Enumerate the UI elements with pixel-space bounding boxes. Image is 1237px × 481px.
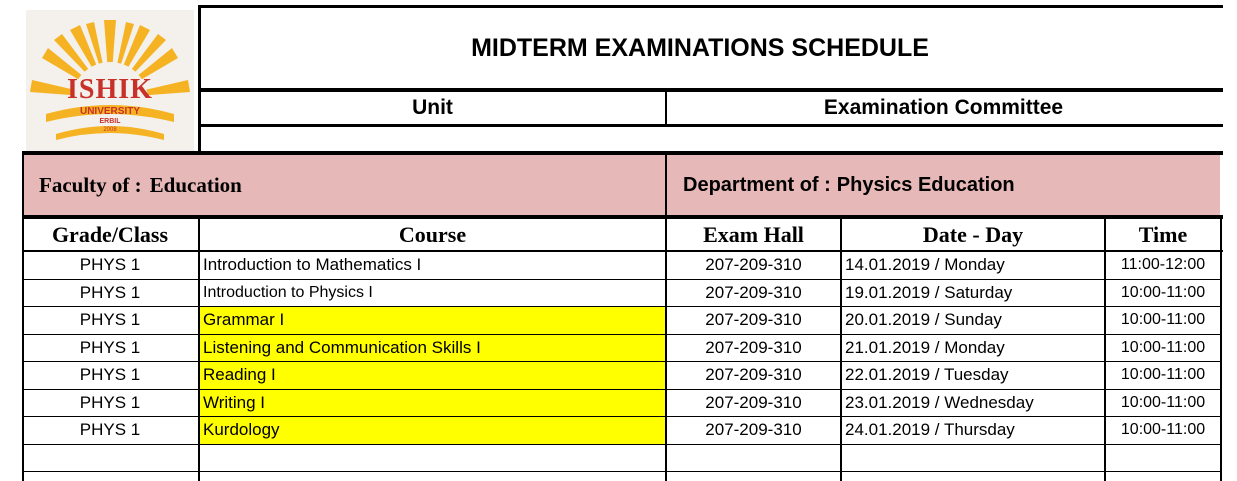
grid-vertical-line — [198, 5, 201, 155]
grid-horizontal-line — [22, 361, 1222, 362]
column-header-hall: Exam Hall — [703, 222, 804, 247]
cell-course: Kurdology — [200, 417, 665, 444]
grid-horizontal-line — [22, 279, 1222, 280]
cell-date: 19.01.2019 / Saturday — [845, 282, 1013, 302]
department-cell — [680, 155, 1200, 215]
cell-date: 22.01.2019 / Tuesday — [845, 365, 1009, 385]
grid-horizontal-line — [22, 389, 1222, 390]
logo-name: ISHIK — [67, 74, 153, 105]
cell-course: Writing I — [200, 390, 665, 417]
faculty-cell — [36, 155, 656, 215]
cell-time: 10:00-11:00 — [1120, 311, 1206, 329]
faculty-label: Faculty of : — [39, 172, 142, 197]
department-value: Physics Education — [836, 173, 1015, 196]
column-header-course: Course — [398, 222, 467, 247]
university-logo — [26, 10, 194, 158]
grid-vertical-line — [1104, 219, 1106, 481]
column-header-date: Date - Day — [922, 222, 1024, 247]
grid-vertical-line — [1220, 219, 1222, 481]
cell-course: Reading I — [200, 362, 665, 389]
unit-label: Unit — [412, 96, 453, 119]
cell-time: 10:00-11:00 — [1120, 366, 1206, 384]
cell-date: 23.01.2019 / Wednesday — [845, 392, 1034, 412]
grid-horizontal-line — [22, 444, 1222, 445]
grid-vertical-line — [198, 219, 200, 481]
grid-horizontal-line — [22, 471, 1222, 472]
cell-time: 11:00-12:00 — [1120, 256, 1206, 274]
cell-hall: 207-209-310 — [705, 420, 802, 440]
cell-grade: PHYS 1 — [79, 337, 141, 357]
column-header-grade: Grade/Class — [51, 222, 169, 247]
cell-hall: 207-209-310 — [705, 310, 802, 330]
grid-vertical-line — [665, 155, 667, 481]
cell-date: 14.01.2019 / Monday — [845, 255, 1005, 275]
grid-vertical-line — [840, 219, 842, 481]
grid-horizontal-line — [198, 88, 1223, 92]
logo-subtitle: UNIVERSITY — [79, 106, 140, 117]
grid-horizontal-line — [22, 215, 1223, 219]
logo-year: 2008 — [103, 127, 117, 133]
cell-grade: PHYS 1 — [79, 310, 141, 330]
grid-horizontal-line — [22, 250, 1223, 252]
grid-horizontal-line — [198, 124, 1223, 127]
cell-hall: 207-209-310 — [705, 392, 802, 412]
cell-grade: PHYS 1 — [79, 255, 141, 275]
cell-course: Grammar I — [200, 307, 665, 334]
grid-horizontal-line — [22, 306, 1222, 307]
logo-city: ERBIL — [99, 118, 121, 125]
department-label: Department of : — [683, 173, 831, 196]
column-header-time: Time — [1138, 222, 1188, 247]
cell-grade: PHYS 1 — [79, 392, 141, 412]
cell-hall: 207-209-310 — [705, 337, 802, 357]
grid-vertical-line — [22, 155, 24, 481]
cell-time: 10:00-11:00 — [1120, 393, 1206, 411]
grid-horizontal-line — [198, 5, 1223, 8]
grid-horizontal-line — [22, 416, 1222, 417]
cell-date: 24.01.2019 / Thursday — [845, 420, 1015, 440]
cell-hall: 207-209-310 — [705, 255, 802, 275]
grid-vertical-line — [665, 92, 667, 127]
committee-label: Examination Committee — [823, 96, 1064, 119]
cell-grade: PHYS 1 — [79, 282, 141, 302]
cell-time: 10:00-11:00 — [1120, 338, 1206, 356]
cell-course: Introduction to Mathematics I — [203, 255, 422, 275]
grid-horizontal-line — [22, 334, 1222, 335]
cell-time: 10:00-11:00 — [1120, 421, 1206, 439]
page-title: MIDTERM EXAMINATIONS SCHEDULE — [471, 33, 929, 62]
cell-date: 21.01.2019 / Monday — [845, 337, 1005, 357]
cell-course: Introduction to Physics I — [203, 283, 373, 301]
cell-grade: PHYS 1 — [79, 365, 141, 385]
cell-hall: 207-209-310 — [705, 365, 802, 385]
cell-time: 10:00-11:00 — [1120, 283, 1206, 301]
cell-course: Listening and Communication Skills I — [200, 335, 665, 362]
faculty-value: Education — [149, 172, 242, 197]
cell-grade: PHYS 1 — [79, 420, 141, 440]
cell-hall: 207-209-310 — [705, 282, 802, 302]
grid-horizontal-line — [22, 151, 1223, 155]
cell-date: 20.01.2019 / Sunday — [845, 310, 1002, 330]
